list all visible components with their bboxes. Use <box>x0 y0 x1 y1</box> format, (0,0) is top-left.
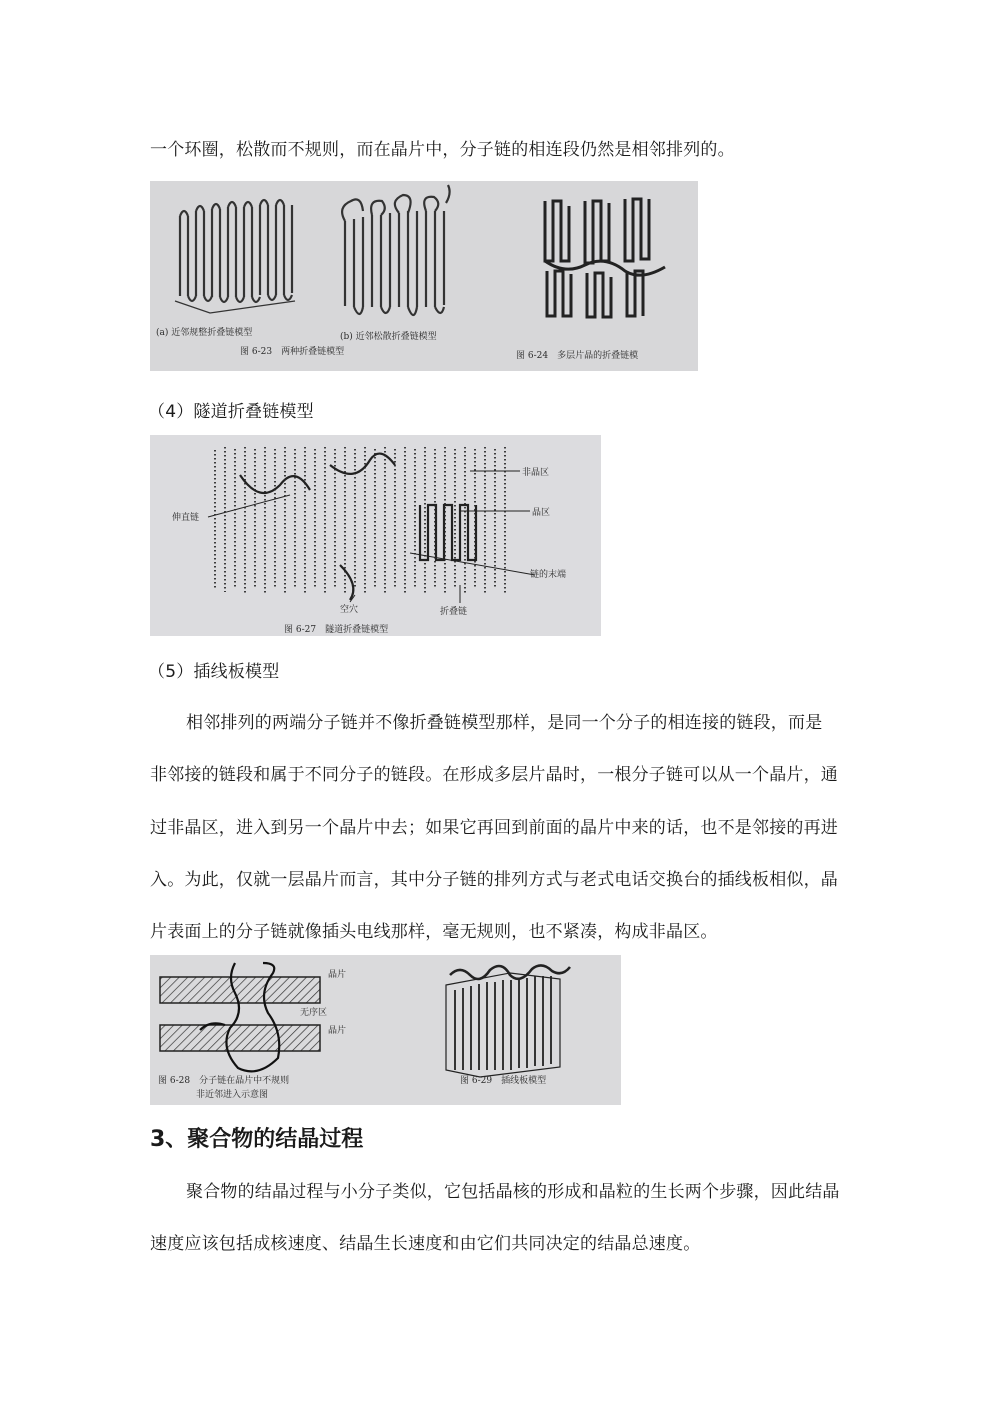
lamella-lower <box>160 1025 320 1051</box>
lamella-upper <box>160 977 320 1003</box>
paragraph-line: 非邻接的链段和属于不同分子的链段。在形成多层片晶时，一根分子链可以从一个晶片，通 <box>150 765 838 785</box>
caption-6-28-line1: 图 6-28 分子链在晶片中不规则 <box>158 1076 290 1086</box>
label-extended-chain: 伸直链 <box>172 513 200 523</box>
section-heading: 3、聚合物的结晶过程 <box>150 1127 364 1152</box>
caption-6-27: 图 6-27 隧道折叠链模型 <box>284 625 389 635</box>
caption-6-24: 图 6-24 多层片晶的折叠链模 <box>516 351 639 361</box>
caption-6-29: 图 6-29 插线板模型 <box>460 1076 547 1086</box>
paragraph-line: 入。为此，仅就一层晶片而言，其中分子链的排列方式与老式电话交换台的插线板相似，晶 <box>150 870 838 890</box>
label-crystal: 晶区 <box>532 508 551 518</box>
caption-6-28-line2: 非近邻进入示意图 <box>196 1090 269 1100</box>
label-folded-chain: 折叠链 <box>440 607 468 617</box>
paragraph-line: 过非晶区，进入到另一个晶片中去；如果它再回到前面的晶片中来的话，也不是邻接的再进 <box>150 818 838 838</box>
subheading-switchboard-model: （5）插线板模型 <box>148 662 280 682</box>
tunnel-model-figure <box>150 435 601 636</box>
label-disorder-zone: 无序区 <box>300 1008 328 1018</box>
folded-chain-models-figure <box>150 181 698 371</box>
label-amorphous: 非晶区 <box>522 468 550 478</box>
paragraph-line: 片表面上的分子链就像插头电线那样，毫无规则，也不紧凑，构成非晶区。 <box>150 922 718 942</box>
label-lamella-1: 晶片 <box>328 970 347 980</box>
caption-6-23: 图 6-23 两种折叠链模型 <box>240 347 345 357</box>
caption-a: (a) 近邻规整折叠链模型 <box>156 328 253 338</box>
label-lamella-2: 晶片 <box>328 1026 347 1036</box>
paragraph-line: 聚合物的结晶过程与小分子类似，它包括晶核的形成和晶粒的生长两个步骤，因此结晶 <box>186 1182 840 1202</box>
caption-b: (b) 近邻松散折叠链模型 <box>340 332 437 342</box>
paragraph-line: 相邻排列的两端分子链并不像折叠链模型那样，是同一个分子的相连接的链段，而是 <box>186 713 823 733</box>
paragraph-line: 速度应该包括成核速度、结晶生长速度和由它们共同决定的结晶总速度。 <box>150 1234 701 1254</box>
switchboard-model-figure <box>150 955 621 1105</box>
label-chain-end: 链的末端 <box>530 570 567 580</box>
subheading-tunnel-model: （4）隧道折叠链模型 <box>148 402 314 422</box>
body-text-line: 一个环圈，松散而不规则，而在晶片中，分子链的相连段仍然是相邻排列的。 <box>150 140 735 160</box>
label-void: 空穴 <box>340 605 359 615</box>
